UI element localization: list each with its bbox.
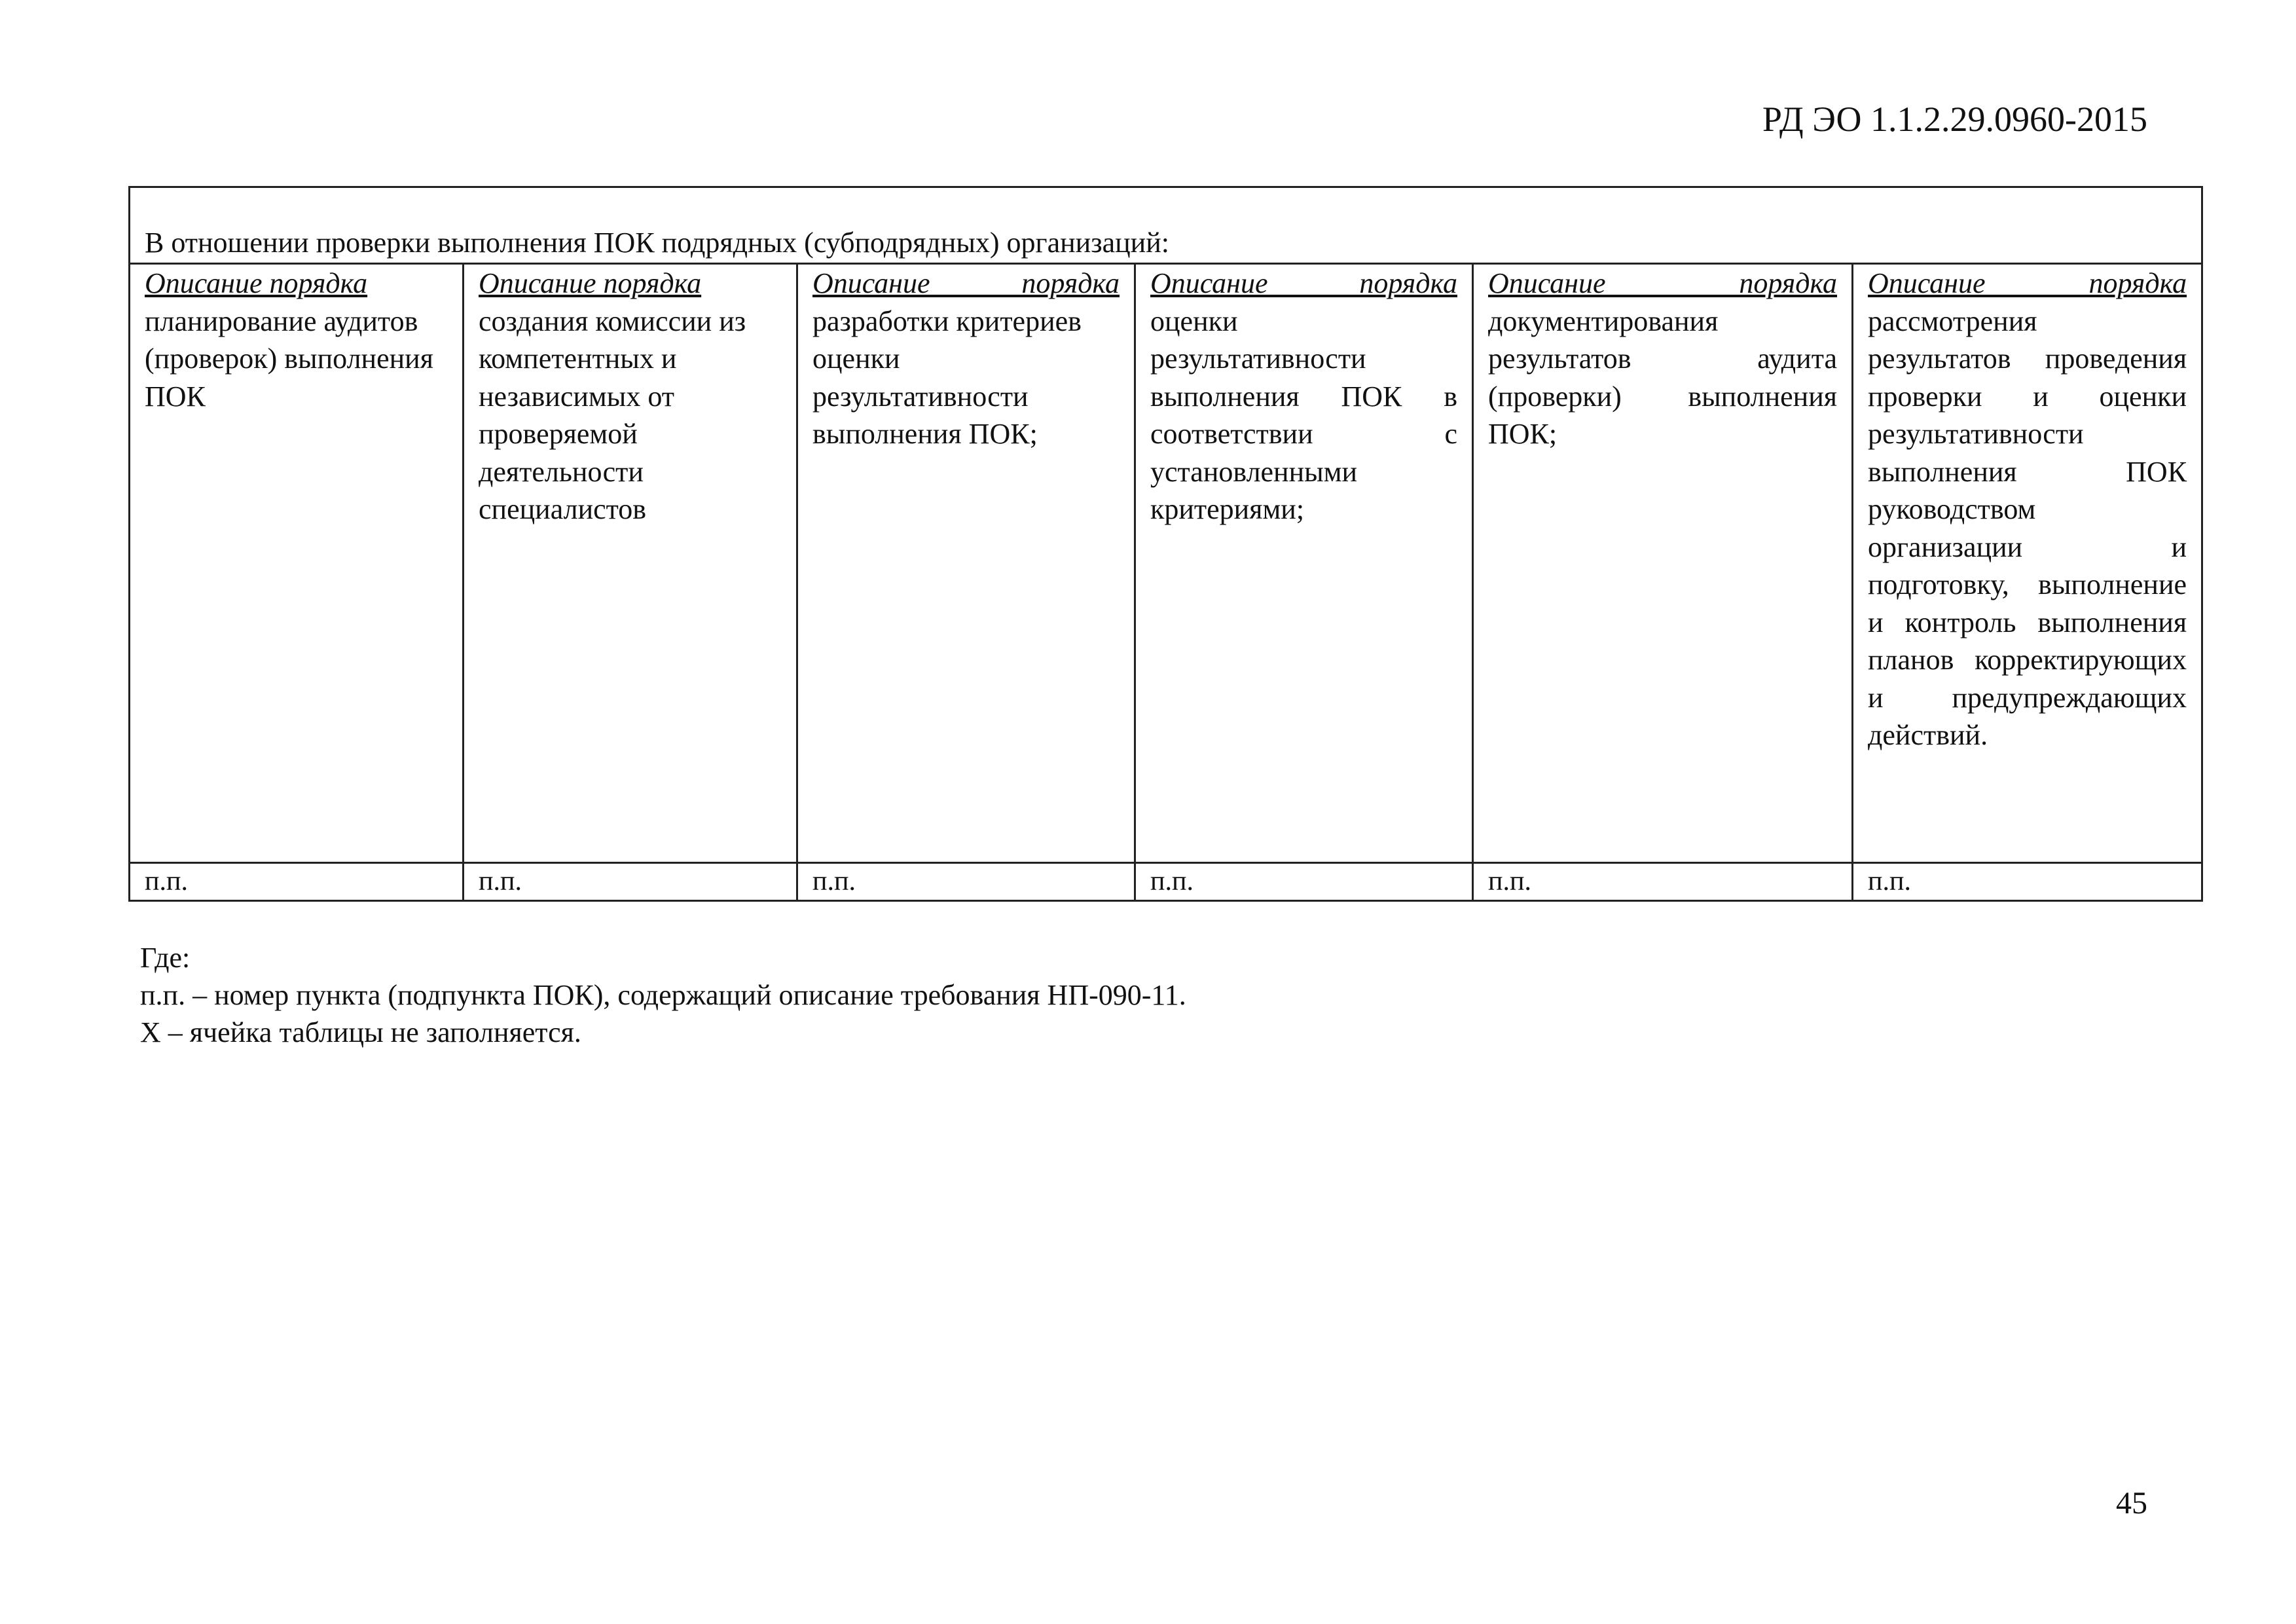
reference-cell: п.п. xyxy=(1853,863,2202,901)
reference-cell: п.п. xyxy=(130,863,464,901)
cell-heading: Описание порядка xyxy=(1150,267,1457,299)
legend xyxy=(140,939,1711,1051)
requirements-table xyxy=(128,186,2203,902)
cell-text: разработки критериев оценки результативности выполнения ПОК; xyxy=(812,304,1082,450)
legend-item-pp: п.п. – номер пункта (подпункта ПОК), содержащий описание требования НП-090-11. xyxy=(140,979,1186,1011)
description-cell-documentation xyxy=(1473,264,1853,863)
reference-cell: п.п. xyxy=(1135,863,1473,901)
cell-heading: Описание порядка xyxy=(479,267,702,299)
cell-heading: Описание порядка xyxy=(812,267,1120,299)
reference-row xyxy=(130,863,2202,901)
description-cell-review xyxy=(1853,264,2202,863)
description-cell-commission xyxy=(464,264,797,863)
section-row xyxy=(130,187,2202,264)
legend-title: Где: xyxy=(140,942,191,974)
reference-cell: п.п. xyxy=(464,863,797,901)
cell-text: создания комиссии из компетентных и независимых от проверяемой деятельности специалистов xyxy=(479,304,746,525)
reference-cell: п.п. xyxy=(1473,863,1853,901)
section-title: В отношении проверки выполнения ПОК подрядных (субподрядных) организаций: xyxy=(130,187,2202,264)
cell-text: рассмотрения результатов проведения проверки и оценки результативности выполнения ПОК руководством организации и подготовку, выполнение и контроль выполнения планов корректирующих и предупреждающих действий. xyxy=(1868,304,2187,751)
cell-heading: Описание порядка xyxy=(145,267,368,299)
description-cell-planning xyxy=(130,264,464,863)
description-cell-criteria xyxy=(797,264,1135,863)
page-number: 45 xyxy=(2116,1486,2147,1521)
cell-heading: Описание порядка xyxy=(1868,267,2187,299)
reference-cell: п.п. xyxy=(797,863,1135,901)
cell-text: планирование аудитов (проверок) выполнения ПОК xyxy=(145,304,433,413)
document-code: РД ЭО 1.1.2.29.0960-2015 xyxy=(1762,100,2147,139)
description-row xyxy=(130,264,2202,863)
cell-text: оценки результативности выполнения ПОК в соответствии с установленными критериями; xyxy=(1150,304,1457,525)
legend-item-x: X – ячейка таблицы не заполняется. xyxy=(140,1016,581,1048)
cell-heading: Описание порядка xyxy=(1488,267,1837,299)
cell-text: документирования результатов аудита (проверки) выполнения ПОК; xyxy=(1488,304,1837,450)
description-cell-evaluation xyxy=(1135,264,1473,863)
